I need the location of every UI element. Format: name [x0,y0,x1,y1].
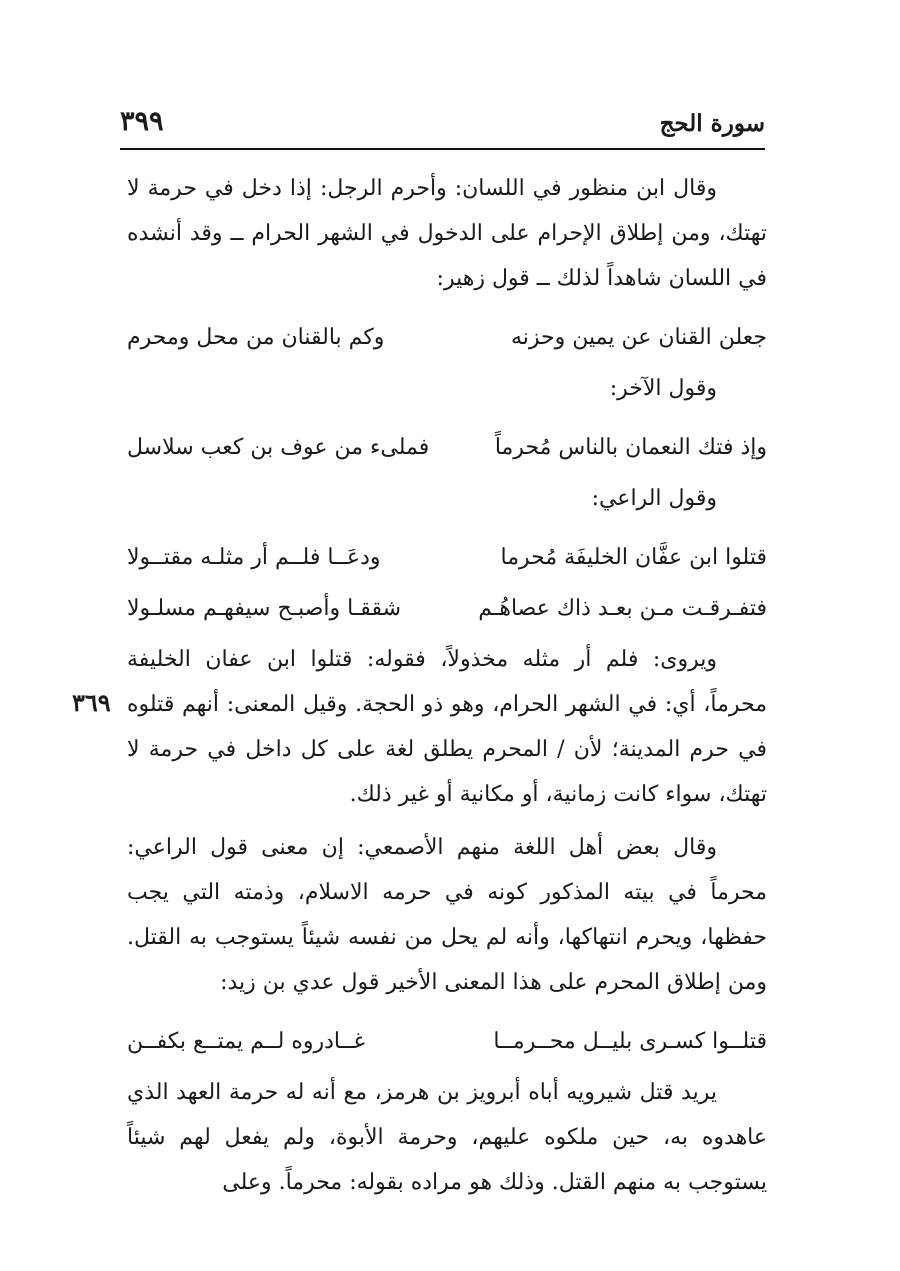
verse-second-hemistich: فملىء من عوف بن كعب سلاسل [127,435,430,460]
paragraph: وقول الراعي: [591,486,717,511]
verse-first-hemistich: قتلوا ابن عفَّان الخليفَة مُحرما [500,545,767,570]
verse-line [127,425,767,470]
verse-line [127,586,767,631]
paragraph: وقال بعض أهل اللغة منهم الأصمعي: إن معنى قول الراعي: محرماً في بيته المذكور كونه في حرمه الاسلام، وذمته التي يجب حفظها، ويحرم انتهاكها، وأنه لم يحل من نفسه شيئاً يستوجب به القتل. ومن إطلاق المحرم على هذا المعنى الأخير قول عدي بن زيد: [127,835,767,995]
verse-first-hemistich: جعلن القنان عن يمين وحزنه [510,325,767,350]
verse-line [127,315,767,360]
verse-second-hemistich: ودعَــا فلــم أر مثلـه مقتــولا [127,545,381,570]
verse-second-hemistich: وكم بالقنان من محل ومحرم [127,325,385,350]
verse-line [127,535,767,580]
verse-line [127,1019,767,1064]
verse-first-hemistich: قتلــوا كسـرى بليــل محــرمــا [493,1029,767,1054]
body-text [127,166,767,1205]
paragraph: وقول الآخر: [609,376,717,401]
verse-second-hemistich: غــادروه لــم يمتــع بكفــن [127,1029,366,1054]
paragraph: وقال ابن منظور في اللسان: وأحرم الرجل: إذا دخل في حرمة لا تهتك، ومن إطلاق الإحرام على الدخول في الشهر الحرام ــ وقد أنشده في اللسان شاهداً لذلك ــ قول زهير: [127,176,767,291]
paragraph: يريد قتل شيرويه أباه أبرويز بن هرمز، مع أنه له حرمة العهد الذي عاهدوه به، حين ملكوه عليهم، وحرمة الأبوة، ولم يفعل لهم شيئاً يستوجب به منهم القتل. وذلك هو مراده بقوله: محرماً. وعلى [127,1080,767,1195]
page-number: ٣٩٩ [120,106,164,137]
verse-first-hemistich: وإذ فتك النعمان بالناس مُحرماً [494,435,767,460]
paragraph: ويروى: فلم أر مثله مخذولاً، فقوله: قتلوا ابن عفان الخليفة محرماً، أي: في الشهر الحرام، وهو ذو الحجة. وقيل المعنى: أنهم قتلوه في حرم المدينة؛ لأن / المحرم يطلق لغة على كل داخل في حرمة لا تهتك، سواء كانت زمانية، أو مكانية أو غير ذلك. [127,647,767,807]
page-header [120,104,765,150]
verse-second-hemistich: شققـا وأصبـح سيفهـم مسلـولا [127,596,402,621]
running-title: سورة الحج [659,110,765,137]
margin-reference: ٣٦٩ [72,688,111,717]
verse-first-hemistich: فتفـرقـت مـن بعـد ذاك عصاهُـم [478,596,767,621]
